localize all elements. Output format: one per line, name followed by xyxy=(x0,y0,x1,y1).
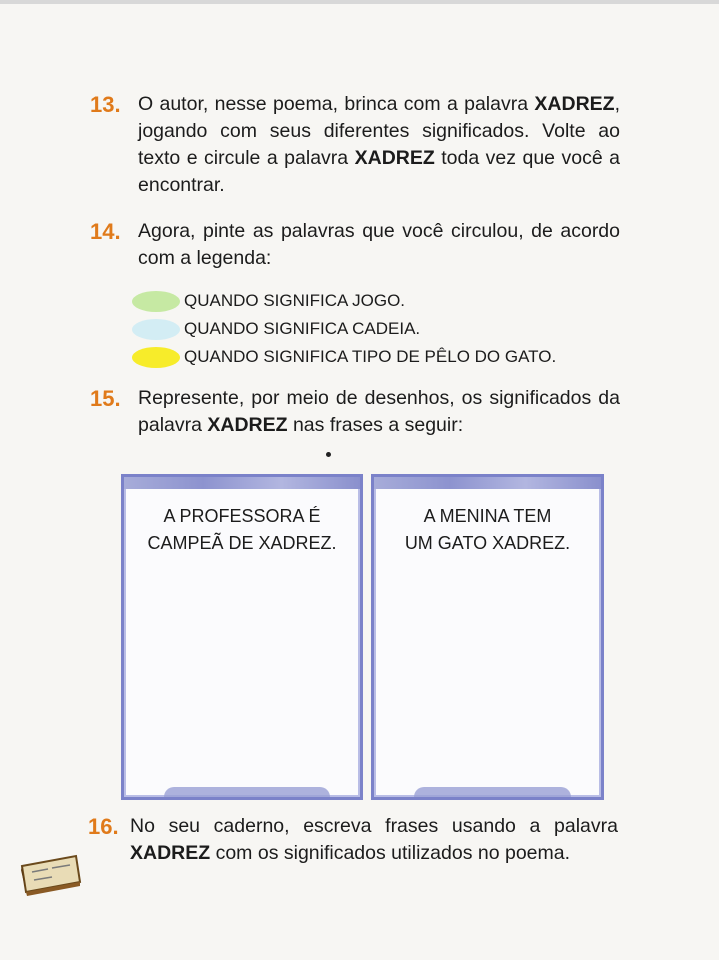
text-segment: No seu caderno, escreva frases usando a palavra xyxy=(130,815,618,837)
text-segment: Represente, por meio de desenhos, os significados da palavra xyxy=(138,387,620,436)
card-border-decoration xyxy=(374,477,601,489)
drawing-box-menina[interactable] xyxy=(371,474,604,800)
bold-word: XADREZ xyxy=(207,414,288,436)
bold-word: XADREZ xyxy=(130,842,211,864)
caption-line: CAMPEÃ DE XADREZ. xyxy=(147,533,337,553)
card-border-decoration xyxy=(164,787,330,797)
question-number: 13. xyxy=(90,92,121,117)
legend-label: QUANDO SIGNIFICA TIPO DE PÊLO DO GATO. xyxy=(184,347,557,366)
question-text xyxy=(130,813,618,867)
text-segment: nas frases a seguir: xyxy=(287,414,464,436)
caption-line: A PROFESSORA É xyxy=(163,506,321,526)
question-text xyxy=(138,91,620,199)
drawing-box-professora[interactable] xyxy=(121,474,363,800)
question-number: 16. xyxy=(88,814,119,839)
yellow-swatch xyxy=(132,347,180,368)
legend-label: QUANDO SIGNIFICA CADEIA. xyxy=(184,319,421,338)
card-caption xyxy=(380,503,595,557)
question-16 xyxy=(88,813,618,867)
caption-line: A MENINA TEM xyxy=(423,506,552,526)
legend-item-pelo xyxy=(132,343,632,371)
green-swatch xyxy=(132,291,180,312)
question-text: Agora, pinte as palavras que você circulou, de acordo com a legenda: xyxy=(138,220,620,269)
card-caption xyxy=(130,503,354,557)
legend-item-jogo xyxy=(132,287,632,315)
legend-label: QUANDO SIGNIFICA JOGO. xyxy=(184,291,406,310)
ink-dot xyxy=(326,452,331,457)
color-legend xyxy=(132,287,632,371)
text-segment: com os significados utilizados no poema. xyxy=(210,842,571,864)
question-14 xyxy=(90,218,620,272)
question-13 xyxy=(90,91,620,199)
text-segment: O autor, nesse poema, brinca com a palavra xyxy=(138,93,535,115)
bold-word: XADREZ xyxy=(354,147,435,169)
light-blue-swatch xyxy=(132,319,180,340)
text-segment: , jogando com seus diferentes significados. Volte ao texto e circule a palavra xyxy=(138,93,620,169)
question-number: 14. xyxy=(90,219,121,244)
page-top-edge xyxy=(0,0,719,4)
legend-item-cadeia xyxy=(132,315,632,343)
bold-word: XADREZ xyxy=(534,93,615,115)
caption-line: UM GATO XADREZ. xyxy=(404,533,571,553)
card-border-decoration xyxy=(124,477,360,489)
text-segment: toda vez que você a encontrar. xyxy=(138,147,620,196)
question-number: 15. xyxy=(90,386,121,411)
question-15 xyxy=(90,385,620,439)
card-border-decoration xyxy=(414,787,571,797)
notebook-icon xyxy=(18,852,84,901)
question-text xyxy=(138,385,620,439)
